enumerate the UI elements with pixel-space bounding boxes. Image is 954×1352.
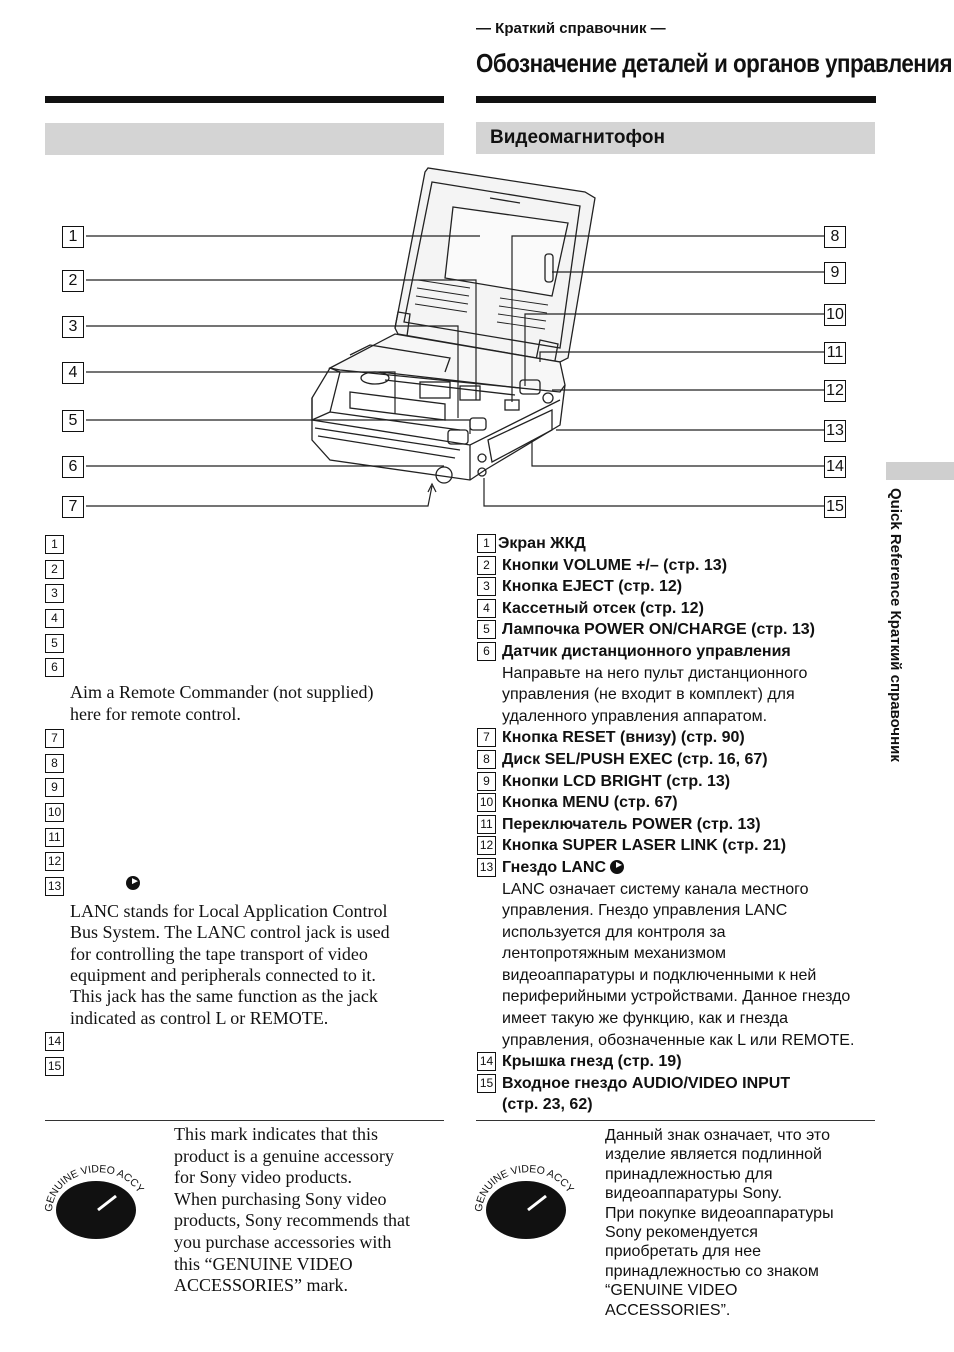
ru-label-11: Переключатель POWER (стр. 13) bbox=[502, 815, 761, 833]
mark-en-line: This mark indicates that this bbox=[174, 1124, 378, 1144]
en-item6-desc-line: here for remote control. bbox=[70, 703, 241, 724]
ru-num-15: 15 bbox=[477, 1074, 496, 1093]
lanc-icon bbox=[126, 876, 140, 890]
en-list-item-2 bbox=[45, 559, 445, 584]
callout-4: 4 bbox=[62, 362, 84, 384]
ru-item15-desc-line: (стр. 23, 62) bbox=[502, 1096, 593, 1114]
section-subtitle: — Краткий справочник — bbox=[476, 20, 666, 37]
ru-num-9: 9 bbox=[477, 772, 496, 791]
ru-item6-desc-line: удаленного управления аппаратом. bbox=[502, 707, 768, 725]
ru-label-9: Кнопки LCD BRIGHT (стр. 13) bbox=[502, 772, 731, 790]
en-list-item-9 bbox=[45, 777, 445, 802]
ru-num-8: 8 bbox=[477, 750, 496, 769]
ru-label-4: Кассетный отсек (стр. 12) bbox=[502, 599, 704, 617]
mark-ru-line: Sony рекомендуется bbox=[605, 1224, 758, 1242]
callout-14: 14 bbox=[824, 456, 846, 478]
en-item13-desc-line: This jack has the same function as the jack bbox=[70, 986, 378, 1007]
ru-item13-desc-line: используется для контроля за bbox=[502, 923, 726, 941]
lanc-icon bbox=[610, 860, 624, 874]
en-num-11: 11 bbox=[45, 828, 64, 847]
ru-num-14: 14 bbox=[477, 1052, 496, 1071]
mark-ru-line: ACCESSORIES”. bbox=[605, 1301, 731, 1319]
en-list-item-10 bbox=[45, 802, 445, 827]
ru-label-15: Входное гнездо AUDIO/VIDEO INPUT bbox=[502, 1074, 791, 1092]
ru-item13-desc-line: видеоаппаратуры и подключенными к ней bbox=[502, 966, 817, 984]
mark-en-line: products, Sony recommends that bbox=[174, 1210, 410, 1231]
en-list-item-3 bbox=[45, 583, 445, 608]
en-list-item-4 bbox=[45, 608, 445, 633]
en-list-item-11 bbox=[45, 827, 445, 852]
ru-num-10: 10 bbox=[477, 793, 496, 812]
english-parts-list bbox=[45, 534, 445, 1081]
en-list-item-8 bbox=[45, 753, 445, 778]
ru-label-5: Лампочка POWER ON/CHARGE (стр. 13) bbox=[502, 621, 816, 639]
vcr-diagram bbox=[0, 0, 954, 540]
ru-list-item-6 bbox=[477, 641, 877, 663]
callout-3: 3 bbox=[62, 316, 84, 338]
mark-ru-line: принадлежностью для bbox=[605, 1165, 773, 1183]
ru-label-6: Датчик дистанционного управления bbox=[502, 642, 791, 660]
ru-label-14: Крышка гнезд (стр. 19) bbox=[502, 1053, 682, 1071]
page-title: Обозначение деталей и органов управления bbox=[476, 48, 953, 78]
en-num-10: 10 bbox=[45, 803, 64, 822]
en-num-12: 12 bbox=[45, 852, 64, 871]
ru-num-5: 5 bbox=[477, 620, 496, 639]
en-item13-desc-line: for controlling the tape transport of video bbox=[70, 943, 368, 964]
en-list-item-6 bbox=[45, 657, 445, 682]
ru-label-10: Кнопка MENU (стр. 67) bbox=[502, 794, 678, 812]
mark-ru-line: Данный знак означает, что это bbox=[605, 1127, 830, 1144]
ru-item6-desc-line: управления (не входит в комплект) для bbox=[502, 686, 795, 704]
en-item6-desc-line: Aim a Remote Commander (not supplied) bbox=[70, 682, 374, 703]
en-list-item-15 bbox=[45, 1056, 445, 1081]
genuine-mark-text-en bbox=[174, 1124, 410, 1297]
ru-num-6: 6 bbox=[477, 642, 496, 661]
callout-13: 13 bbox=[824, 420, 846, 442]
en-num-7: 7 bbox=[45, 729, 64, 748]
en-list-item-13 bbox=[45, 876, 445, 901]
ru-item13-desc-line: имеет такую же функцию, как и гнезда bbox=[502, 1010, 789, 1028]
ru-list-item-13 bbox=[477, 857, 877, 879]
en-list-item-5 bbox=[45, 633, 445, 658]
mark-en-line: for Sony video products. bbox=[174, 1167, 352, 1188]
en-num-2: 2 bbox=[45, 560, 64, 579]
logo-arc-text: GENUINE VIDEO ACCY bbox=[42, 1163, 147, 1213]
en-item13-desc-line: Bus System. The LANC control jack is used bbox=[70, 922, 390, 943]
ru-list-item-1 bbox=[477, 533, 877, 555]
callout-5: 5 bbox=[62, 410, 84, 432]
en-list-item-1 bbox=[45, 534, 445, 559]
callout-6: 6 bbox=[62, 456, 84, 478]
logo-arc-text: GENUINE VIDEO ACCY bbox=[472, 1163, 577, 1213]
en-num-3: 3 bbox=[45, 584, 64, 603]
ru-list-item-9 bbox=[477, 771, 877, 793]
ru-label-7: Кнопка RESET (внизу) (стр. 90) bbox=[502, 729, 745, 747]
en-num-15: 15 bbox=[45, 1057, 64, 1076]
en-num-8: 8 bbox=[45, 754, 64, 773]
en-num-13: 13 bbox=[45, 877, 64, 896]
ru-item13-desc-line: LANC означает систему канала местного bbox=[502, 880, 809, 898]
genuine-mark-text-ru bbox=[605, 1126, 834, 1320]
callout-12: 12 bbox=[824, 380, 846, 402]
mark-ru-line: видеоаппаратуры Sony. bbox=[605, 1185, 783, 1203]
ru-label-2: Кнопки VOLUME +/– (стр. 13) bbox=[502, 556, 728, 574]
ru-list-item-11 bbox=[477, 814, 877, 836]
ru-num-2: 2 bbox=[477, 556, 496, 575]
en-num-4: 4 bbox=[45, 609, 64, 628]
ru-item13-desc-line: лентопротяжным механизмом bbox=[502, 945, 726, 963]
ru-item13-desc-line: периферийными устройствами. Данное гнездо bbox=[502, 988, 851, 1006]
right-section-title: Видеомагнитофон bbox=[490, 127, 665, 148]
ru-list-item-5 bbox=[477, 619, 877, 641]
ru-item13-desc-line: управления, обозначенные как L или REMOTE. bbox=[502, 1031, 855, 1049]
russian-parts-list bbox=[477, 533, 877, 1116]
callout-9: 9 bbox=[824, 262, 846, 284]
callout-1: 1 bbox=[62, 226, 84, 248]
en-num-1: 1 bbox=[45, 535, 64, 554]
ru-list-item-2 bbox=[477, 555, 877, 577]
mark-ru-line: принадлежностью со знаком bbox=[605, 1262, 819, 1280]
genuine-video-accy-logo bbox=[40, 1160, 152, 1252]
ru-item13-desc-line: управления. Гнездо управления LANC bbox=[502, 902, 788, 920]
en-list-item-7 bbox=[45, 728, 445, 753]
ru-list-item-7 bbox=[477, 727, 877, 749]
genuine-video-accy-logo bbox=[470, 1160, 582, 1252]
callout-10: 10 bbox=[824, 304, 846, 326]
mark-en-line: this “GENUINE VIDEO bbox=[174, 1253, 353, 1274]
left-bottom-divider bbox=[45, 1120, 444, 1121]
callout-7: 7 bbox=[62, 496, 84, 518]
en-list-item-12 bbox=[45, 851, 445, 876]
ru-label-13: Гнездо LANC bbox=[502, 858, 606, 876]
ru-label-8: Диск SEL/PUSH EXEC (стр. 16, 67) bbox=[502, 750, 768, 768]
ru-list-item-4 bbox=[477, 598, 877, 620]
ru-label-1: Экран ЖКД bbox=[498, 535, 586, 552]
mark-ru-line: приобретать для нее bbox=[605, 1243, 762, 1261]
callout-15: 15 bbox=[824, 496, 846, 518]
en-num-6: 6 bbox=[45, 658, 64, 677]
en-num-5: 5 bbox=[45, 634, 64, 653]
ru-list-item-10 bbox=[477, 792, 877, 814]
ru-label-12: Кнопка SUPER LASER LINK (стр. 21) bbox=[502, 837, 787, 855]
side-tab bbox=[886, 462, 954, 480]
en-item13-desc-line: equipment and peripherals connected to it. bbox=[70, 964, 376, 985]
mark-en-line: you purchase accessories with bbox=[174, 1231, 392, 1252]
mark-en-line: ACCESSORIES” mark. bbox=[174, 1275, 349, 1296]
ru-num-13: 13 bbox=[477, 858, 496, 877]
ru-num-7: 7 bbox=[477, 728, 496, 747]
mark-ru-line: изделие является подлинной bbox=[605, 1146, 822, 1164]
ru-list-item-15 bbox=[477, 1073, 877, 1095]
ru-num-3: 3 bbox=[477, 577, 496, 596]
callout-11: 11 bbox=[824, 342, 846, 364]
ru-list-item-8 bbox=[477, 749, 877, 771]
ru-item6-desc-line: Направьте на него пульт дистанционного bbox=[502, 664, 808, 682]
mark-ru-line: “GENUINE VIDEO bbox=[605, 1282, 738, 1300]
mark-ru-line: При покупке видеоаппаратуры bbox=[605, 1204, 834, 1222]
en-item13-desc-line: LANC stands for Local Application Control bbox=[70, 900, 388, 921]
ru-list-item-3 bbox=[477, 576, 877, 598]
mark-en-line: When purchasing Sony video bbox=[174, 1188, 387, 1209]
ru-num-12: 12 bbox=[477, 836, 496, 855]
ru-list-item-12 bbox=[477, 835, 877, 857]
ru-label-3: Кнопка EJECT (стр. 12) bbox=[502, 578, 683, 596]
en-list-item-14 bbox=[45, 1031, 445, 1056]
en-num-9: 9 bbox=[45, 778, 64, 797]
ru-num-1: 1 bbox=[477, 534, 496, 553]
side-tab-label: Quick Reference Краткий справочник bbox=[887, 488, 904, 762]
right-bottom-divider bbox=[476, 1120, 875, 1121]
en-item13-desc-line: indicated as control L or REMOTE. bbox=[70, 1007, 329, 1028]
callout-8: 8 bbox=[824, 226, 846, 248]
en-num-14: 14 bbox=[45, 1032, 64, 1051]
ru-num-4: 4 bbox=[477, 599, 496, 618]
ru-list-item-14 bbox=[477, 1051, 877, 1073]
ru-num-11: 11 bbox=[477, 815, 496, 834]
callout-2: 2 bbox=[62, 270, 84, 292]
mark-en-line: product is a genuine accessory bbox=[174, 1145, 394, 1166]
